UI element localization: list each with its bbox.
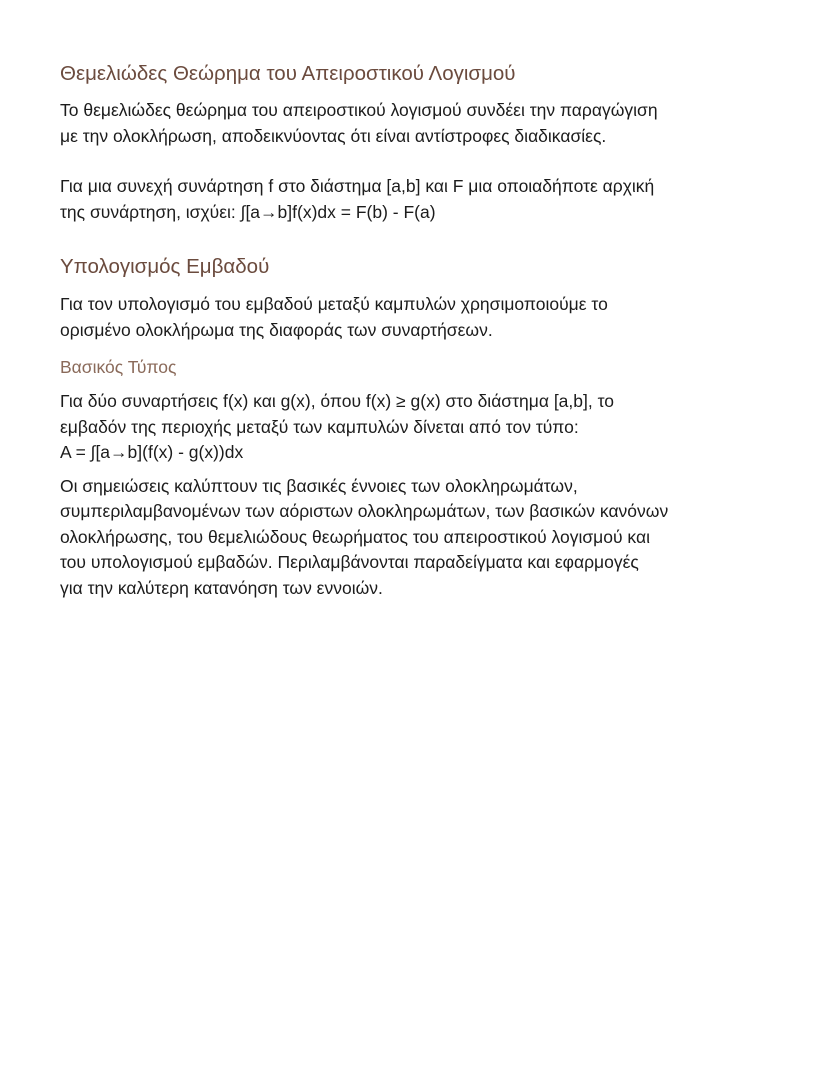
document-page (60, 56, 780, 601)
paragraph-theorem-statement: Για μια συνεχή συνάρτηση f στο διάστημα [a,b] και F μια οποιαδήποτε αρχική της συνάρτηση, ισχύει: ∫[a→b]f(x)dx = F(b) - F(a) (60, 176, 655, 222)
paragraph-theorem-intro: Το θεμελιώδες θεώρημα του απειροστικού λογισμού συνδέει την παραγώγιση με την ολοκλήρωση, αποδεικνύοντας ότι είναι αντίστροφες διαδικασίες. (60, 100, 658, 146)
paragraph-notes-summary: Οι σημειώσεις καλύπτουν τις βασικές έννοιες των ολοκληρωμάτων, συμπεριλαμβανομένων των αόριστων ολοκληρωμάτων, των βασικών κανόνων ολοκλήρωσης, του θεμελιώδους θεωρήματος του απειροστικού λογισμού και του υπολογισμού εμβαδών. Περιλαμβάνονται παραδείγματα και εφαρμογές για την καλύτερη κατανόηση των εννοιών. (60, 475, 669, 598)
section-title-area-calculation: Υπολογισμός Εμβαδού (60, 255, 270, 278)
paragraph-area-intro: Για τον υπολογισμό του εμβαδού μεταξύ καμπυλών χρησιμοποιούμε το ορισμένο ολοκλήρωμα της διαφοράς των συναρτήσεων. (60, 294, 608, 340)
section-title-fundamental-theorem: Θεμελιώδες Θεώρημα του Απειροστικού Λογισμού (60, 62, 516, 85)
subsection-title-basic-formula: Βασικός Τύπος (60, 357, 177, 377)
paragraph-basic-formula: Για δύο συναρτήσεις f(x) και g(x), όπου f(x) ≥ g(x) στο διάστημα [a,b], το εμβαδόν της περιοχής μεταξύ των καμπυλών δίνεται από τον τύπο: A = ∫[a→b](f(x) - g(x))dx (60, 391, 614, 462)
